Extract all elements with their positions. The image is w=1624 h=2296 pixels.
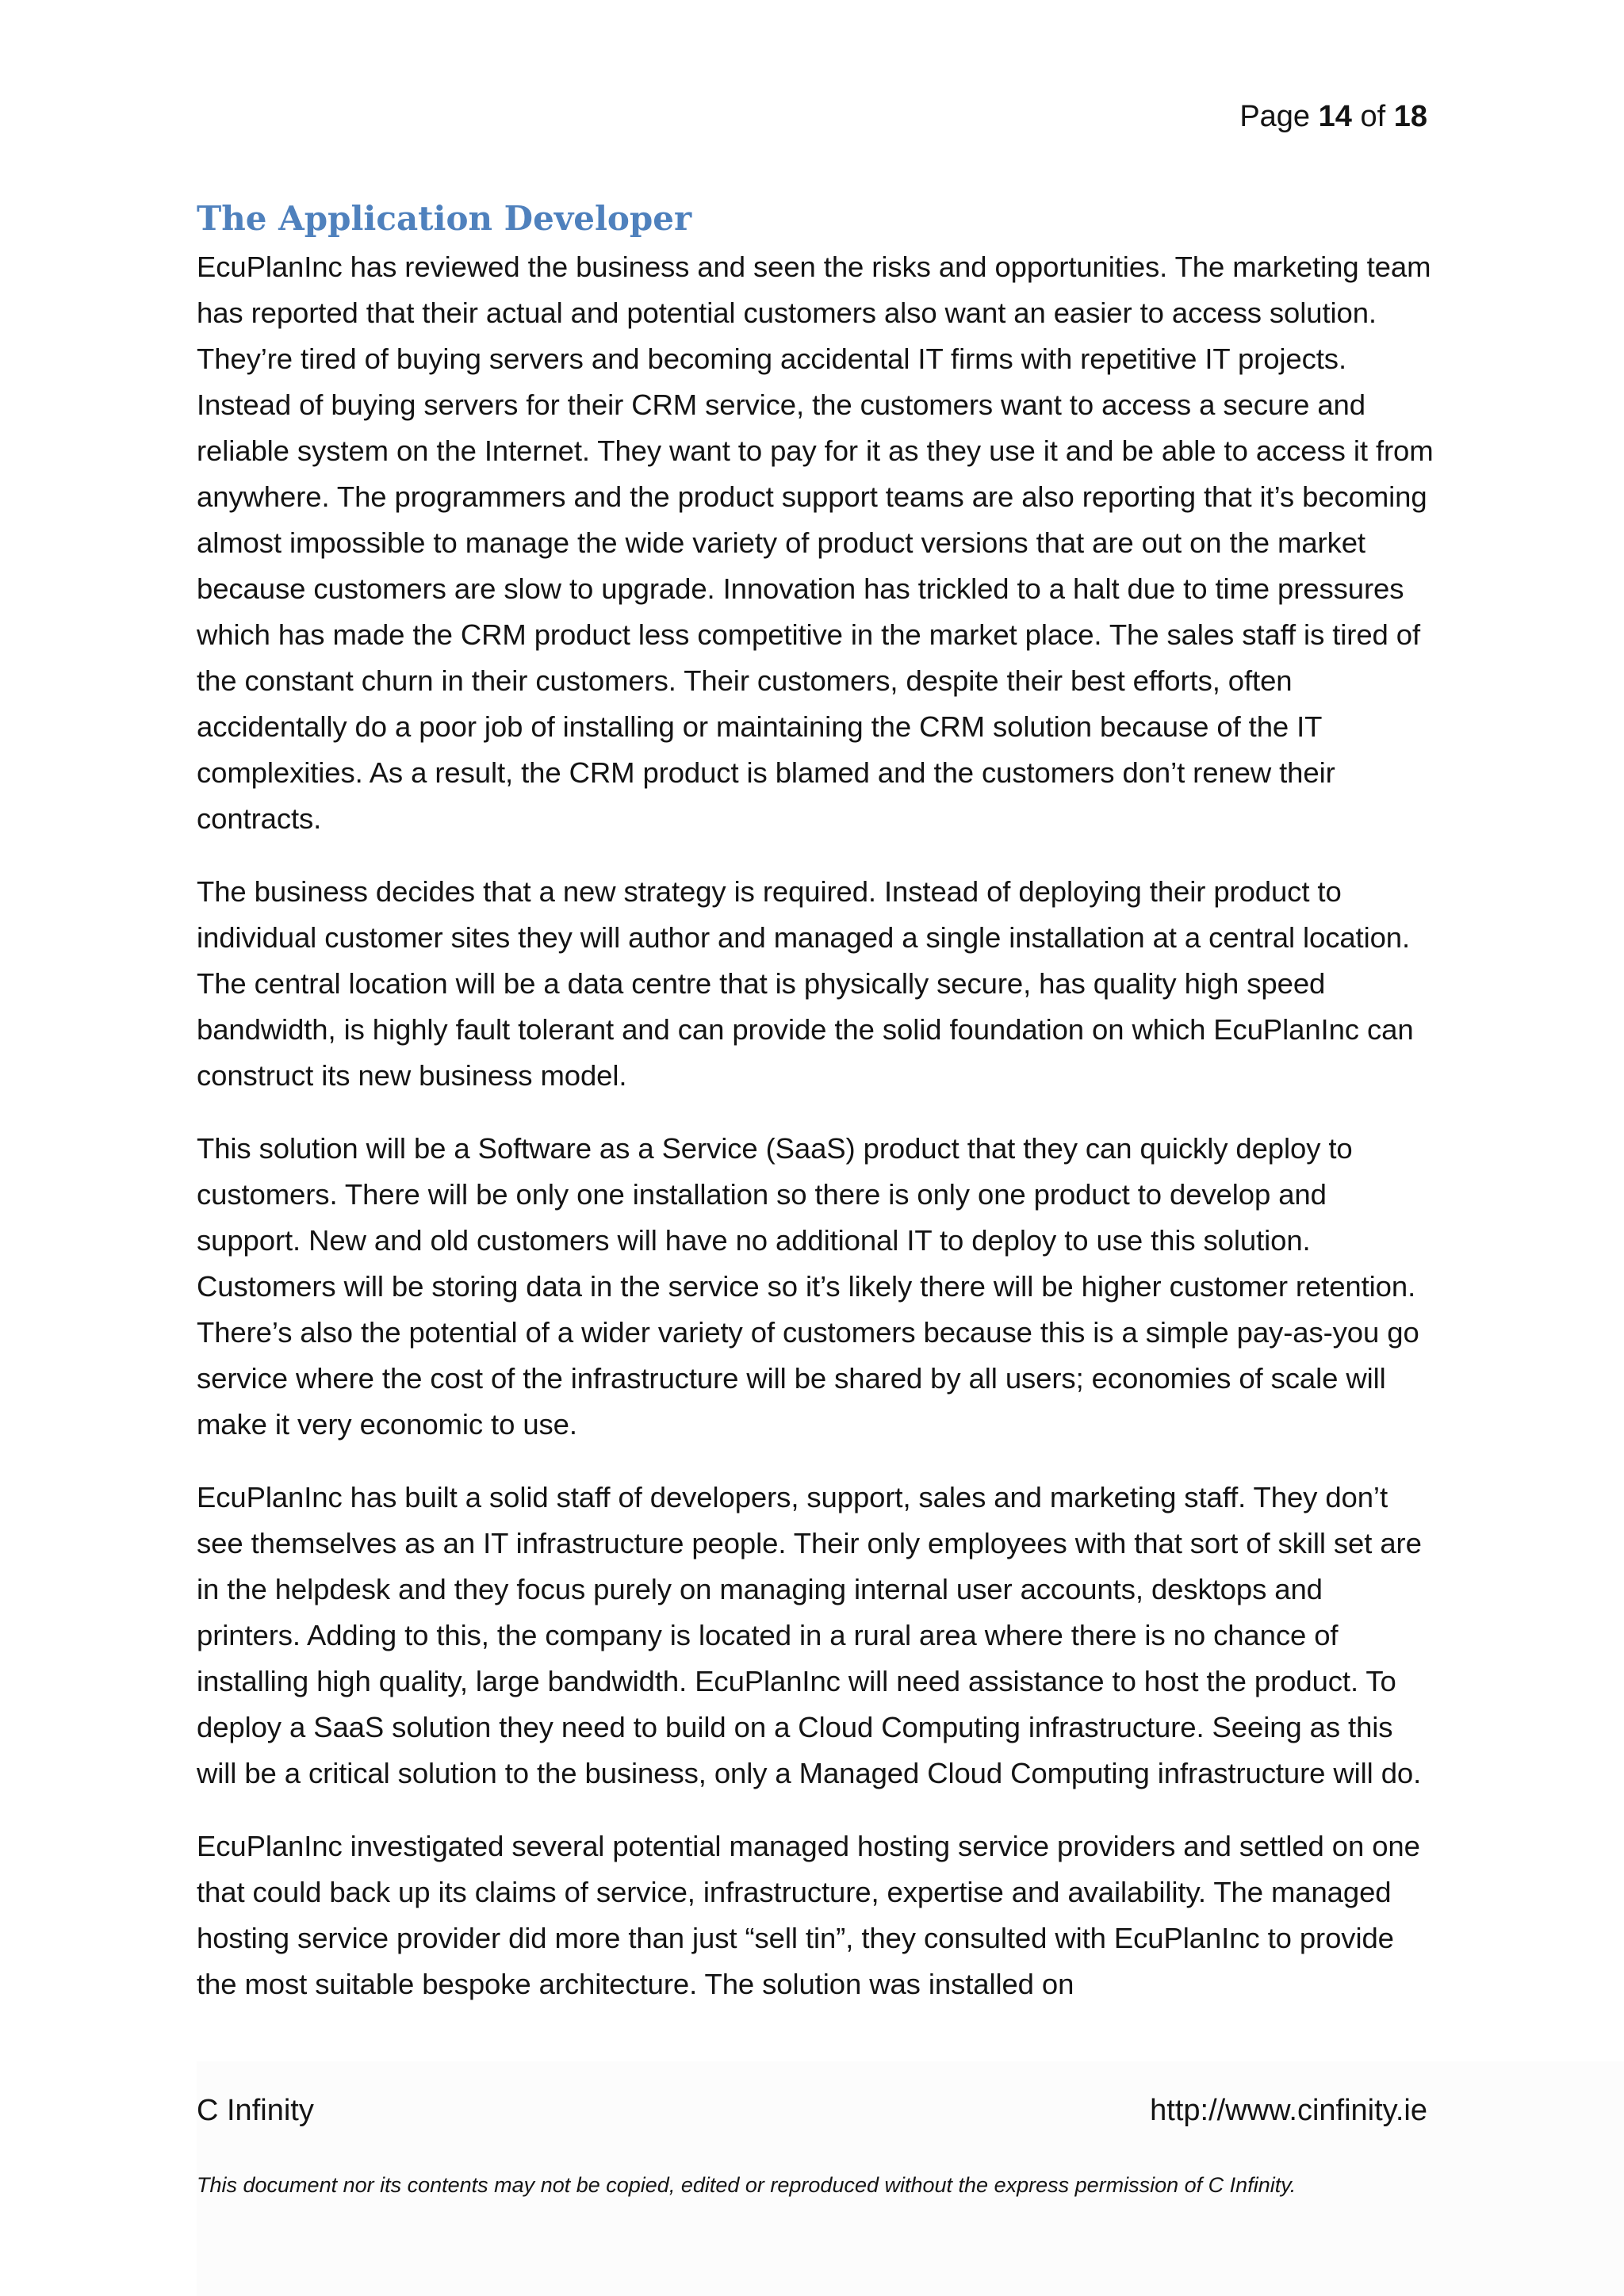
paragraph-2: The business decides that a new strategy is required. Instead of deploying their product to individual customer sites they will author and managed a single installation at a central location. The central location will be a data centre that is physically secure, has quality high speed bandwidth, is highly fault tolerant and can provide the solid foundation on which EcuPlanInc can construct its new business model. (197, 875, 1414, 1092)
section-heading: The Application Developer (197, 199, 692, 238)
footer-company: C Infinity (197, 2094, 314, 2127)
paragraph-1: EcuPlanInc has reviewed the business and seen the risks and opportunities. The marketing team has reported that their actual and potential customers also want an easier to access solution. They’re tired of buying servers and becoming accidental IT firms with repetitive IT projects. Instead of buying servers for their CRM service, the customers want to access a secure and reliable system on the Internet. They want to pay for it as they use it and be able to access it from anywhere. The programmers and the product support teams are also reporting that it’s becoming almost impossible to manage the wide variety of product versions that are out on the market because customers are slow to upgrade. Innovation has trickled to a halt due to time pressures which has made the CRM product less competitive in the market place. The sales staff is tired of the constant churn in their customers. Their customers, despite their best efforts, often accidentally do a poor job of installing or maintaining the CRM solution because of the IT complexities. As a result, the CRM product is blamed and the customers don’t renew their contracts. (197, 251, 1434, 835)
paragraph-3: This solution will be a Software as a Service (SaaS) product that they can quickly deploy to customers. There will be only one installation so there is only one product to develop and support. New and old customers will have no additional IT to deploy to use this solution. Customers will be storing data in the service so it’s likely there will be higher customer retention. There’s also the potential of a wider variety of customers because this is a simple pay-as-you go service where the cost of the infrastructure will be shared by all users; economies of scale will make it very economic to use. (197, 1132, 1419, 1441)
page-separator: of (1351, 100, 1394, 133)
footer-disclaimer: This document nor its contents may not be copied, edited or reproduced without the express permission of C Infinity. (197, 2173, 1297, 2197)
page-prefix: Page (1239, 100, 1319, 133)
footer-website-link[interactable]: http://www.cinfinity.ie (1150, 2094, 1427, 2127)
total-pages: 18 (1393, 100, 1427, 133)
page-number (1239, 96, 1427, 137)
paragraph-4: EcuPlanInc has built a solid staff of developers, support, sales and marketing staff. They don’t see themselves as an IT infrastructure people. Their only employees with that sort of skill set are in the helpdesk and they focus purely on managing internal user accounts, desktops and printers. Adding to this, the company is located in a rural area where there is no chance of installing high quality, large bandwidth. EcuPlanInc will need assistance to host the product. To deploy a SaaS solution they need to build on a Cloud Computing infrastructure. Seeing as this will be a critical solution to the business, only a Managed Cloud Computing infrastructure will do. (197, 1481, 1422, 1789)
paragraph-5: EcuPlanInc investigated several potential managed hosting service providers and settled on one that could back up its claims of service, infrastructure, expertise and availability. The managed hosting service provider did more than just “sell tin”, they consulted with EcuPlanInc to provide the most suitable bespoke architecture. The solution was installed on (197, 1830, 1420, 2000)
current-page: 14 (1318, 100, 1352, 133)
document-body (197, 195, 1434, 2034)
